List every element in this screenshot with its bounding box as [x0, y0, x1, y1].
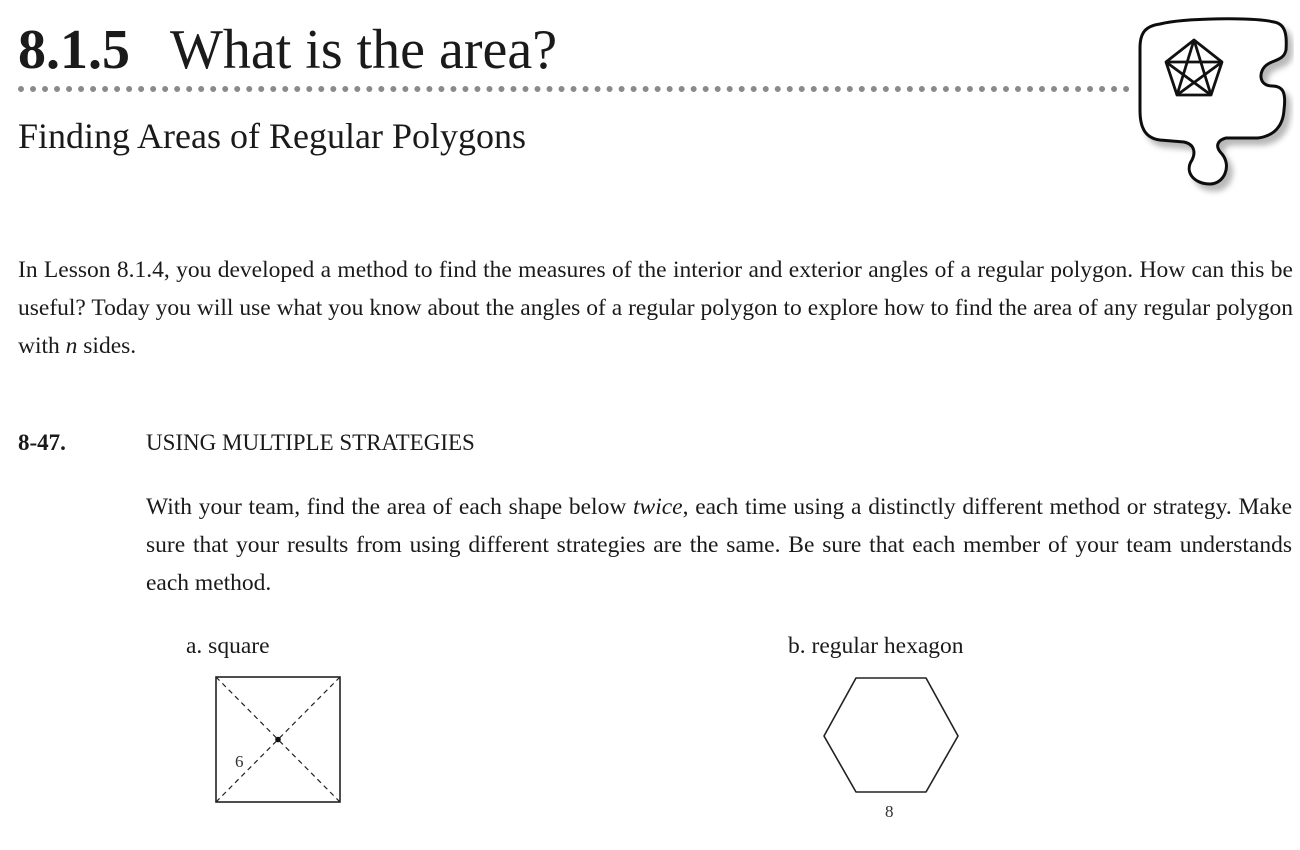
- lesson-title-text: What is the area?: [170, 19, 558, 81]
- lesson-title: [18, 14, 557, 86]
- variable-n: n: [65, 333, 78, 359]
- part-b-label: b. regular hexagon: [788, 633, 964, 659]
- part-a-label: a. square: [186, 633, 270, 659]
- puzzle-pentagon-icon: [1134, 14, 1294, 206]
- emphasis-twice: twice: [633, 494, 683, 520]
- lesson-number: 8.1.5: [18, 19, 130, 81]
- hexagon-outline: [824, 678, 958, 792]
- hexagon-figure: [815, 668, 970, 828]
- square-center-point: [275, 737, 281, 743]
- problem-instructions: With your team, find the area of each shape below twice, each time using a distinctly different method or strategy. Make sure that your results from using different strategies are the same. Be sure that each member of your team understands each method.: [146, 494, 1293, 596]
- problem-number: 8-47.: [18, 430, 66, 455]
- problem-heading: USING MULTIPLE STRATEGIES: [146, 430, 475, 455]
- hexagon-measure-label: 8: [885, 802, 894, 821]
- intro-paragraph: In Lesson 8.1.4, you developed a method to find the measures of the interior and exterior angles of a regular polygon. How can this be useful? Today you will use what you know about the angles of a regular polygon to explore how to find the area of any regular polygon with n sides.: [18, 257, 1293, 359]
- square-figure: [205, 668, 355, 816]
- square-measure-label: 6: [235, 752, 244, 771]
- lesson-subtitle: Finding Areas of Regular Polygons: [18, 116, 526, 156]
- title-divider: [18, 86, 1130, 92]
